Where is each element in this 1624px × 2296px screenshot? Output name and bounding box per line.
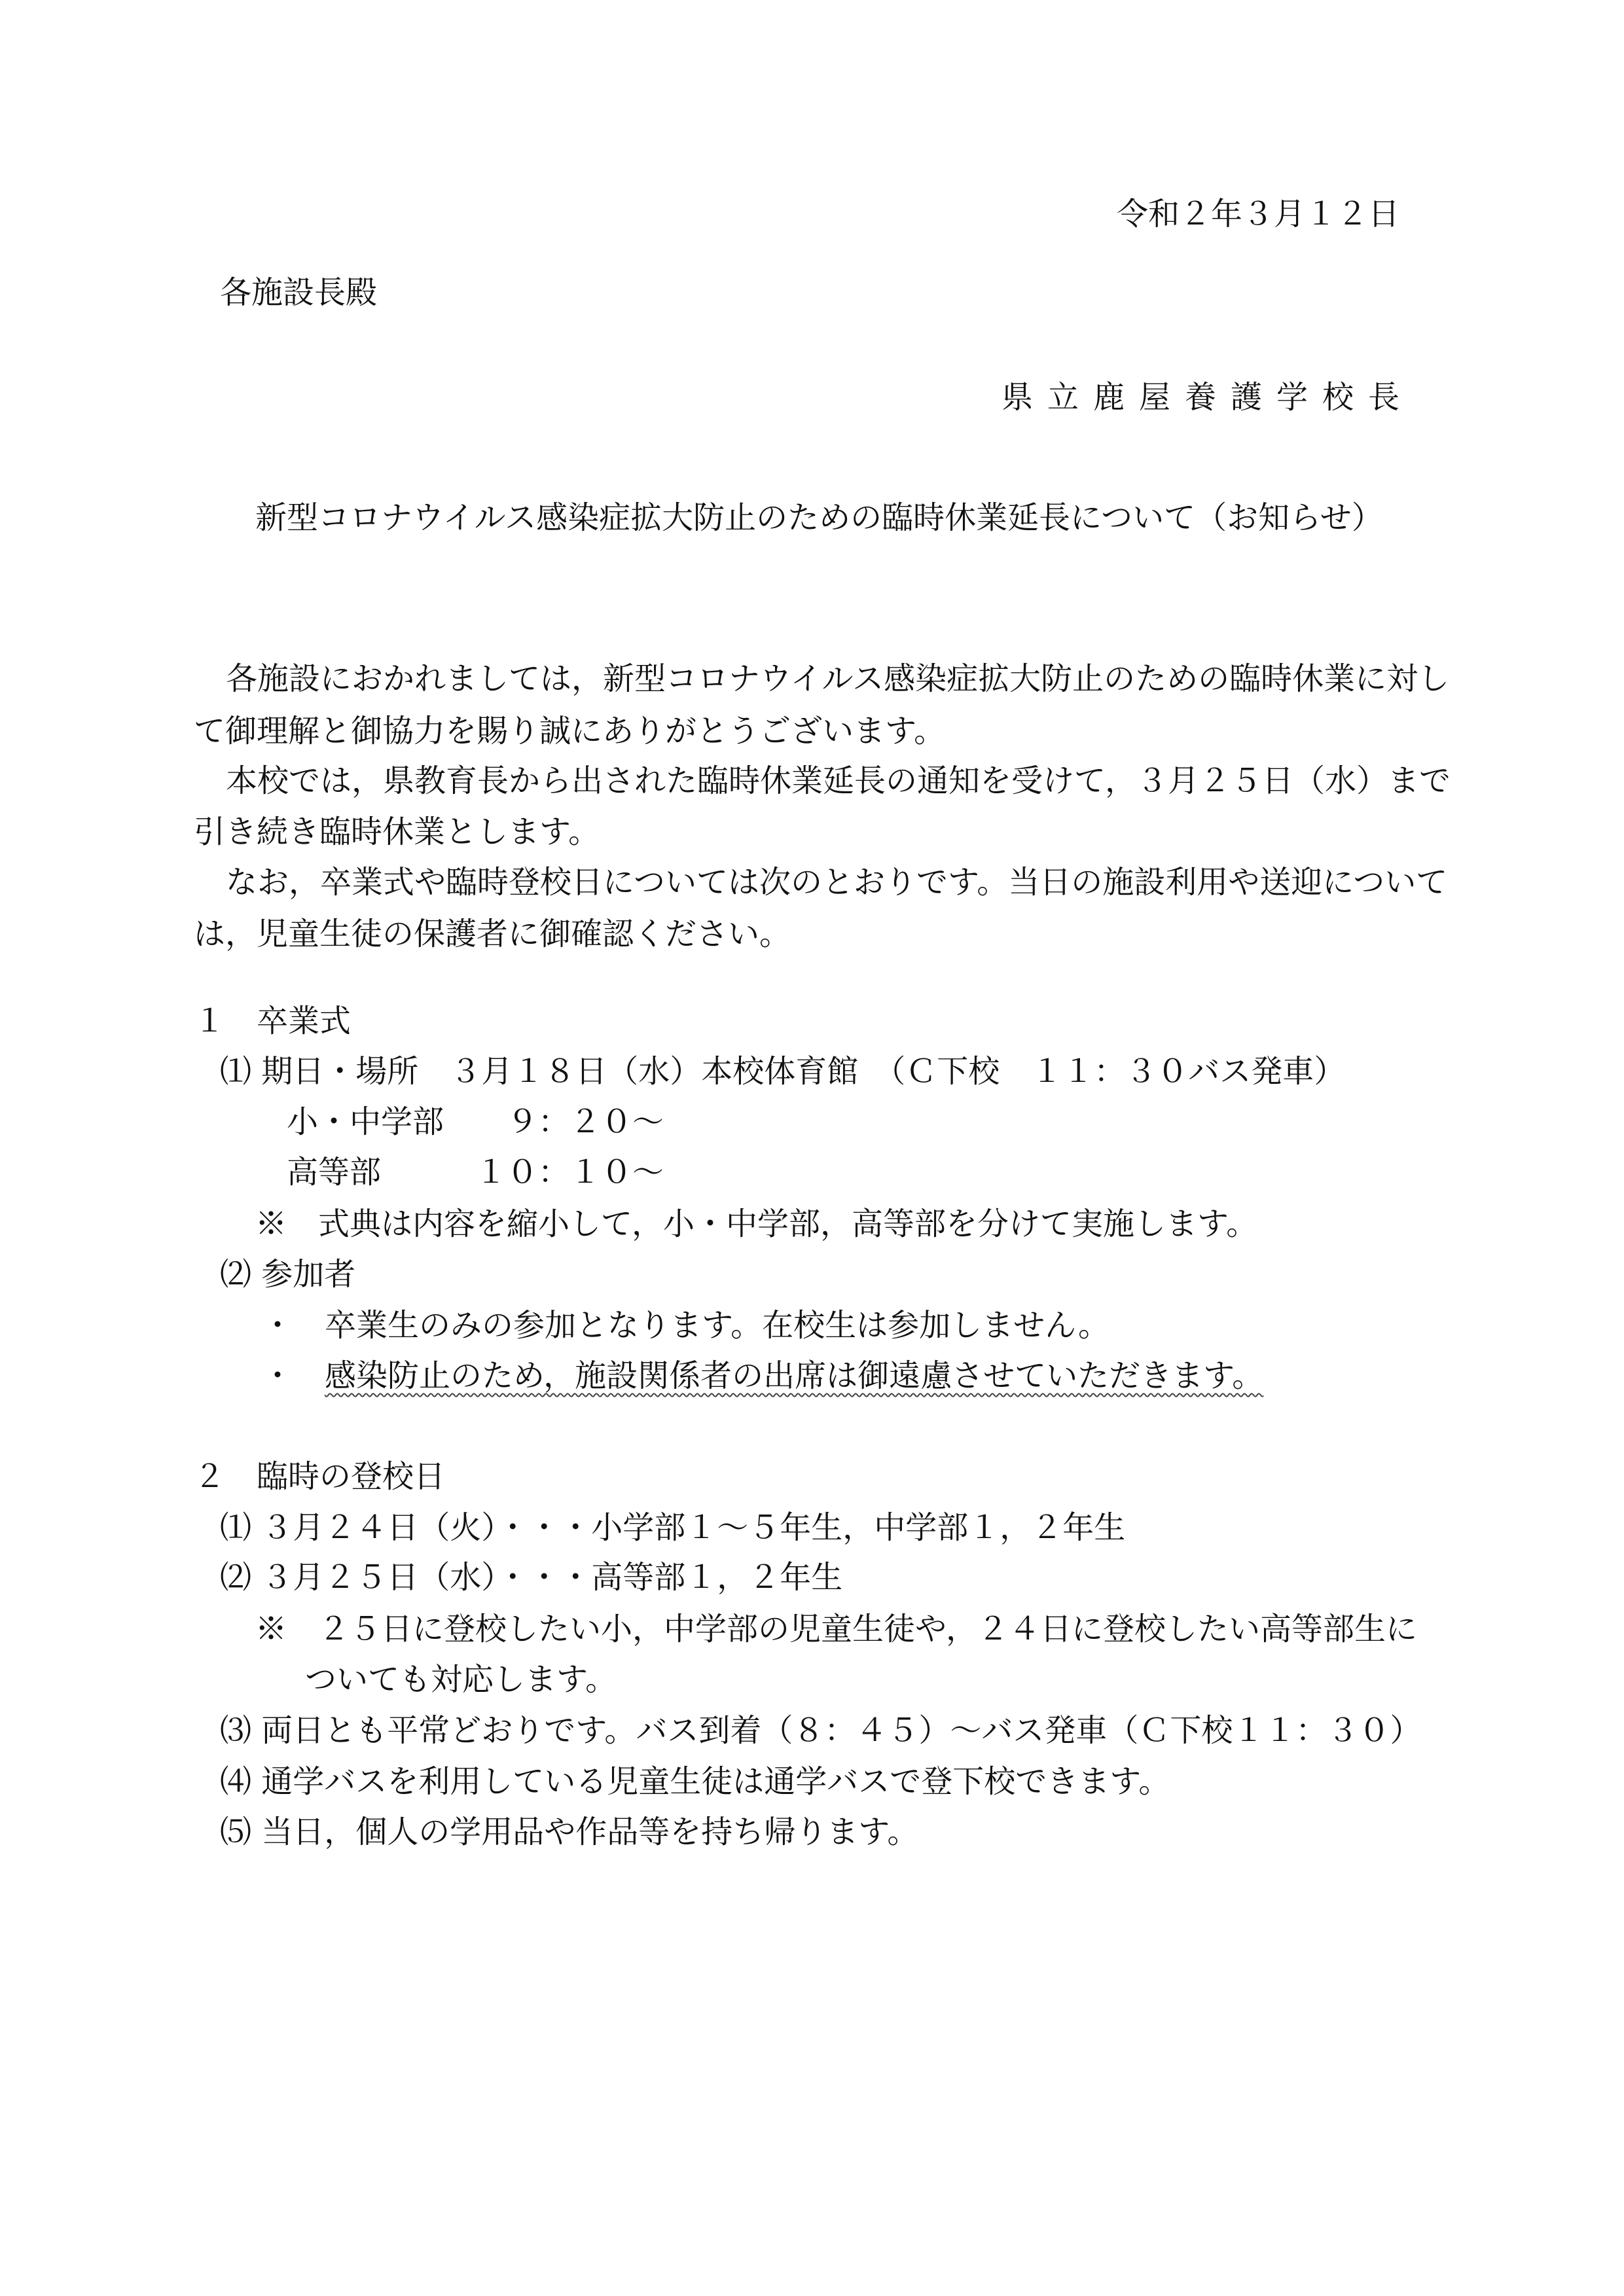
section1-item1-sub1: 小・中学部 ９：２０～ (287, 1103, 664, 1140)
section2-note-line2: ついても対応します。 (305, 1661, 617, 1698)
section2-item5: ⑸ 当日，個人の学用品や作品等を持ち帰ります。 (220, 1814, 919, 1850)
para1-line1: 各施設におかれましては，新型コロナウイルス感染症拡大防止のための臨時休業に対し (226, 660, 1450, 697)
section1-item1-note: ※ 式典は内容を縮小して，小・中学部，高等部を分けて実施します。 (255, 1206, 1258, 1242)
section2-item3: ⑶ 両日とも平常どおりです。バス到着（８：４５）～バス発車（Ｃ下校１１：３０） (220, 1712, 1422, 1749)
section2-note-line1: ※ ２５日に登校したい小，中学部の児童生徒や，２４日に登校したい高等部生に (255, 1611, 1418, 1647)
section2-item4: ⑷ 通学バスを利用している児童生徒は通学バスで登下校できます。 (220, 1763, 1170, 1800)
section1-item2: ⑵ 参加者 (220, 1256, 356, 1293)
section2-heading: ２ 臨時の登校日 (194, 1458, 446, 1495)
section1-item2-bullet1: ・ 卒業生のみの参加となります。在校生は参加しません。 (262, 1307, 1110, 1344)
para2-line2: 引き続き臨時休業とします。 (194, 814, 600, 850)
bullet-mark: ・ (262, 1357, 294, 1394)
section2-item1: ⑴ ３月２４日（火）・・・小学部１～５年生，中学部１，２年生 (220, 1509, 1126, 1546)
section1-item1-sub2: 高等部 １０：１０～ (287, 1154, 664, 1191)
document-date: 令和２年３月１２日 (1116, 196, 1399, 232)
recipient: 各施設長殿 (220, 274, 378, 311)
sender: 県立鹿屋養護学校長 (1001, 379, 1414, 416)
section1-item1: ⑴ 期日・場所 ３月１８日（水）本校体育館 （Ｃ下校 １１：３０バス発車） (220, 1053, 1346, 1090)
section1-item2-bullet2 (262, 1356, 1263, 1395)
bullet2-underlined-text: 感染防止のため，施設関係者の出席は御遠慮させていただきます。 (325, 1357, 1264, 1394)
document-title: 新型コロナウイルス感染症拡大防止のための臨時休業延長について（お知らせ） (255, 499, 1383, 536)
section2-item2: ⑵ ３月２５日（水）・・・高等部１，２年生 (220, 1559, 843, 1596)
para1-line2: て御理解と御協力を賜り誠にありがとうございます。 (194, 713, 946, 749)
para3-line2: は，児童生徒の保護者に御確認ください。 (194, 916, 791, 952)
section1-heading: １ 卒業式 (194, 1003, 352, 1039)
para2-line1: 本校では，県教育長から出された臨時休業延長の通知を受けて，３月２５日（水）まで (226, 762, 1451, 799)
para3-line1: なお，卒業式や臨時登校日については次のとおりです。当日の施設利用や送迎について (226, 864, 1448, 901)
